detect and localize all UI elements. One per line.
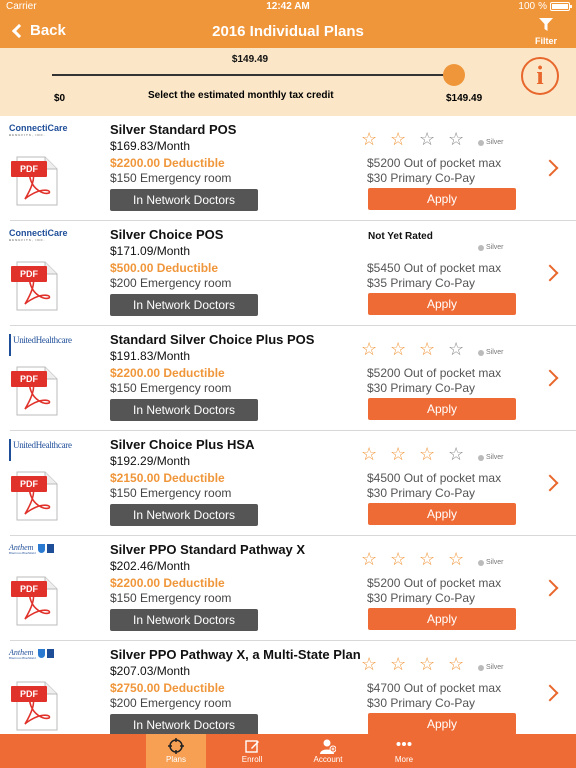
- plan-pdf-button[interactable]: [11, 575, 59, 627]
- plan-emergency-room: $150 Emergency room: [110, 381, 232, 395]
- pdf-label: PDF: [11, 686, 47, 702]
- carrier-name: ConnectiCare: [9, 228, 68, 238]
- star-filled-icon: ☆: [419, 654, 436, 674]
- plan-name: Silver Choice Plus HSA: [110, 437, 255, 452]
- star-filled-icon: ☆: [361, 339, 378, 359]
- star-filled-icon: ☆: [361, 549, 378, 569]
- in-network-doctors-button[interactable]: In Network Doctors: [110, 399, 258, 421]
- blue-cross-icon: [47, 649, 54, 658]
- carrier-label: Carrier: [6, 1, 37, 12]
- metal-tier-label: Silver: [486, 559, 504, 566]
- filter-icon: [539, 18, 553, 31]
- plan-premium: $169.83/Month: [110, 139, 191, 153]
- out-of-pocket-max: $4500 Out of pocket max: [367, 471, 502, 485]
- tab-more-label: More: [394, 755, 414, 764]
- carrier-name: ConnectiCare: [9, 123, 68, 133]
- target-icon: [168, 738, 184, 754]
- metal-tier-badge: [478, 559, 504, 566]
- tab-bar: [0, 734, 576, 768]
- apply-button[interactable]: Apply: [368, 188, 516, 210]
- filter-button[interactable]: [530, 18, 562, 49]
- silver-dot-icon: [478, 665, 484, 671]
- star-filled-icon: ☆: [419, 339, 436, 359]
- primary-copay: $35 Primary Co-Pay: [367, 276, 476, 290]
- pdf-label: PDF: [11, 371, 47, 387]
- plan-pdf-button[interactable]: [11, 470, 59, 522]
- star-rating: [361, 655, 473, 673]
- tab-plans[interactable]: [146, 734, 206, 768]
- plan-deductible: $2750.00 Deductible: [110, 681, 225, 695]
- tab-plans-label: Plans: [165, 755, 186, 764]
- connecticare-logo: [9, 124, 67, 146]
- primary-copay: $30 Primary Co-Pay: [367, 381, 476, 395]
- plan-emergency-room: $150 Emergency room: [110, 591, 232, 605]
- plan-premium: $171.09/Month: [110, 244, 191, 258]
- blue-cross-icon: [47, 544, 54, 553]
- primary-copay: $30 Primary Co-Pay: [367, 171, 476, 185]
- slider-caption: Select the estimated monthly tax credit: [148, 90, 334, 101]
- star-rating: [361, 550, 473, 568]
- carrier-name: UnitedHealthcare: [13, 440, 72, 450]
- plan-name: Silver PPO Standard Pathway X: [110, 542, 306, 557]
- metal-tier-badge: [478, 139, 504, 146]
- status-bar: [0, 0, 576, 14]
- star-empty-icon: ☆: [448, 339, 465, 359]
- blue-shield-icon: [38, 649, 45, 658]
- metal-tier-label: Silver: [486, 664, 504, 671]
- plan-emergency-room: $200 Emergency room: [110, 696, 232, 710]
- tab-more[interactable]: [374, 734, 434, 768]
- slider-max-label: $149.49: [446, 93, 483, 104]
- star-filled-icon: ☆: [390, 549, 407, 569]
- metal-tier-badge: [478, 349, 504, 356]
- plan-pdf-button[interactable]: [11, 680, 59, 732]
- plan-deductible: $2200.00 Deductible: [110, 576, 225, 590]
- metal-tier-badge: [478, 664, 504, 671]
- silver-dot-icon: [478, 140, 484, 146]
- star-filled-icon: ☆: [448, 654, 465, 674]
- star-empty-icon: ☆: [448, 129, 465, 149]
- plan-pdf-button[interactable]: [11, 155, 59, 207]
- blue-shield-icon: [38, 544, 45, 553]
- plan-premium: $191.83/Month: [110, 349, 191, 363]
- star-filled-icon: ☆: [361, 654, 378, 674]
- star-filled-icon: ☆: [361, 444, 378, 464]
- more-dots-icon: [396, 738, 412, 754]
- star-filled-icon: ☆: [390, 654, 407, 674]
- tab-account-label: Account: [313, 755, 343, 764]
- pdf-label: PDF: [11, 161, 47, 177]
- plan-name: Silver Standard POS: [110, 122, 237, 137]
- apply-button[interactable]: Apply: [368, 293, 516, 315]
- apply-button[interactable]: Apply: [368, 608, 516, 630]
- metal-tier-label: Silver: [486, 139, 504, 146]
- plan-row[interactable]: [0, 221, 576, 326]
- tax-credit-slider-knob[interactable]: [443, 64, 465, 86]
- tab-enroll-label: Enroll: [241, 755, 263, 764]
- primary-copay: $30 Primary Co-Pay: [367, 591, 476, 605]
- out-of-pocket-max: $5450 Out of pocket max: [367, 261, 502, 275]
- battery-icon: [550, 2, 570, 11]
- star-filled-icon: ☆: [390, 339, 407, 359]
- plan-row[interactable]: [0, 116, 576, 221]
- plan-deductible: $500.00 Deductible: [110, 261, 219, 275]
- info-button[interactable]: [521, 57, 559, 95]
- primary-copay: $30 Primary Co-Pay: [367, 696, 476, 710]
- silver-dot-icon: [478, 560, 484, 566]
- out-of-pocket-max: $5200 Out of pocket max: [367, 156, 502, 170]
- plan-row[interactable]: [0, 536, 576, 641]
- chevron-right-icon[interactable]: [542, 580, 559, 597]
- tax-credit-slider-track[interactable]: [52, 74, 454, 76]
- star-filled-icon: ☆: [390, 129, 407, 149]
- carrier-sub: BlueCross BlueShield: [9, 551, 36, 555]
- filter-label: Filter: [534, 36, 557, 46]
- anthem-logo: [9, 544, 67, 566]
- metal-tier-badge: [478, 454, 504, 461]
- silver-dot-icon: [478, 455, 484, 461]
- battery-percent: 100: [518, 1, 536, 12]
- out-of-pocket-max: $5200 Out of pocket max: [367, 576, 502, 590]
- metal-tier-label: Silver: [486, 454, 504, 461]
- anthem-logo: [9, 649, 67, 671]
- tax-credit-value: $149.49: [231, 54, 269, 65]
- chevron-right-icon[interactable]: [542, 475, 559, 492]
- slider-min-label: $0: [54, 93, 66, 104]
- carrier-name: Anthem: [9, 543, 34, 552]
- star-rating: [361, 445, 473, 463]
- silver-dot-icon: [478, 245, 484, 251]
- plan-pdf-button[interactable]: [11, 260, 59, 312]
- nav-bar: [0, 14, 576, 48]
- user-add-icon: [320, 738, 336, 754]
- not-yet-rated-label: Not Yet Rated: [368, 231, 433, 242]
- chevron-right-icon[interactable]: [542, 685, 559, 702]
- chevron-right-icon[interactable]: [542, 265, 559, 282]
- plan-row[interactable]: [0, 326, 576, 431]
- in-network-doctors-button[interactable]: In Network Doctors: [110, 189, 258, 211]
- pdf-label: PDF: [11, 266, 47, 282]
- plan-emergency-room: $150 Emergency room: [110, 171, 232, 185]
- in-network-doctors-button[interactable]: In Network Doctors: [110, 294, 258, 316]
- carrier-sub: BENEFITS, INC.: [9, 238, 46, 242]
- star-empty-icon: ☆: [448, 444, 465, 464]
- clock: 12:42 AM: [266, 1, 310, 12]
- connecticare-logo: [9, 229, 67, 251]
- primary-copay: $30 Primary Co-Pay: [367, 486, 476, 500]
- plan-row[interactable]: [0, 641, 576, 734]
- star-filled-icon: ☆: [390, 444, 407, 464]
- plan-premium: $202.46/Month: [110, 559, 191, 573]
- chevron-right-icon[interactable]: [542, 370, 559, 387]
- chevron-right-icon[interactable]: [542, 160, 559, 177]
- star-filled-icon: ☆: [419, 549, 436, 569]
- plan-deductible: $2150.00 Deductible: [110, 471, 225, 485]
- plan-emergency-room: $200 Emergency room: [110, 276, 232, 290]
- tab-enroll[interactable]: [222, 734, 282, 768]
- metal-tier-label: Silver: [486, 244, 504, 251]
- apply-button[interactable]: Apply: [368, 713, 516, 734]
- metal-tier-label: Silver: [486, 349, 504, 356]
- star-filled-icon: ☆: [448, 549, 465, 569]
- plan-row[interactable]: [0, 431, 576, 536]
- in-network-doctors-button[interactable]: In Network Doctors: [110, 504, 258, 526]
- star-rating: [361, 130, 473, 148]
- pdf-label: PDF: [11, 581, 47, 597]
- unitedhealthcare-logo: [9, 334, 72, 356]
- tab-account[interactable]: [298, 734, 358, 768]
- carrier-sub: BENEFITS, INC.: [9, 133, 46, 137]
- back-label: Back: [30, 22, 66, 39]
- apply-button[interactable]: Apply: [368, 503, 516, 525]
- silver-dot-icon: [478, 350, 484, 356]
- in-network-doctors-button[interactable]: In Network Doctors: [110, 714, 258, 734]
- star-filled-icon: ☆: [419, 444, 436, 464]
- page-title: 2016 Individual Plans: [212, 23, 364, 40]
- tax-credit-panel: [0, 48, 576, 116]
- plan-premium: $207.03/Month: [110, 664, 191, 678]
- pdf-label: PDF: [11, 476, 47, 492]
- plan-deductible: $2200.00 Deductible: [110, 366, 225, 380]
- battery-indicator: 100 %: [518, 1, 570, 12]
- plan-name: Silver Choice POS: [110, 227, 224, 242]
- metal-tier-badge: [478, 244, 504, 251]
- apply-button[interactable]: Apply: [368, 398, 516, 420]
- in-network-doctors-button[interactable]: In Network Doctors: [110, 609, 258, 631]
- plan-emergency-room: $150 Emergency room: [110, 486, 232, 500]
- star-empty-icon: ☆: [419, 129, 436, 149]
- plan-pdf-button[interactable]: [11, 365, 59, 417]
- plan-premium: $192.29/Month: [110, 454, 191, 468]
- out-of-pocket-max: $4700 Out of pocket max: [367, 681, 502, 695]
- info-icon: i: [536, 61, 544, 90]
- carrier-sub: BlueCross BlueShield: [9, 656, 36, 660]
- star-rating: [361, 340, 473, 358]
- edit-icon: [244, 738, 260, 754]
- star-filled-icon: ☆: [361, 129, 378, 149]
- carrier-name: UnitedHealthcare: [13, 335, 72, 345]
- unitedhealthcare-logo: [9, 439, 72, 461]
- plan-deductible: $2200.00 Deductible: [110, 156, 225, 170]
- carrier-name: Anthem: [9, 648, 34, 657]
- plan-name: Silver PPO Pathway X, a Multi-State Plan: [110, 647, 361, 662]
- plan-name: Standard Silver Choice Plus POS: [110, 332, 315, 347]
- out-of-pocket-max: $5200 Out of pocket max: [367, 366, 502, 380]
- plan-list[interactable]: [0, 116, 576, 734]
